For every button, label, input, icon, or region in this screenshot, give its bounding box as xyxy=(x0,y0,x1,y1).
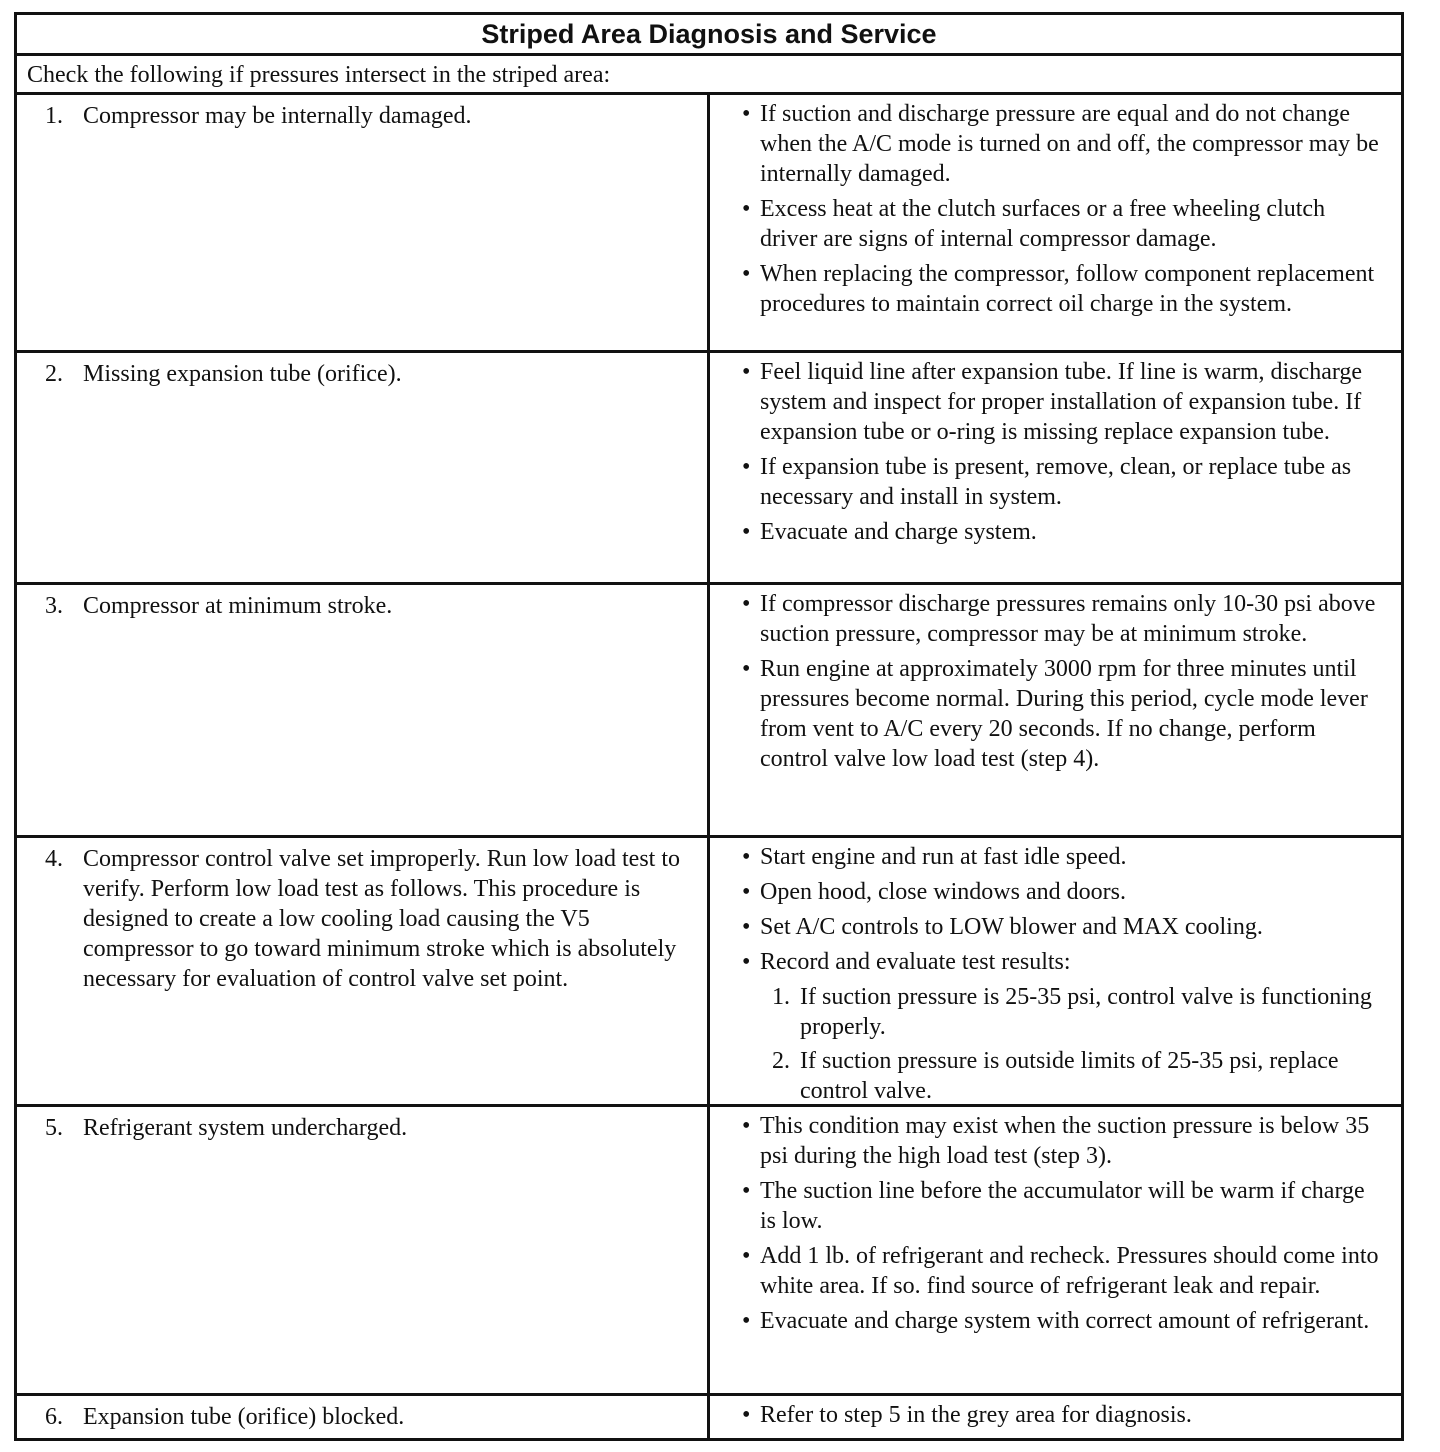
sub-text: If suction pressure is outside limits of 25-35 psi, replace control valve. xyxy=(800,1048,1339,1104)
list-item xyxy=(742,877,1383,907)
cause-cell xyxy=(17,585,710,835)
table-intro: Check the following if pressures intersect in the striped area: xyxy=(17,56,1401,95)
table-row xyxy=(17,1396,1401,1438)
list-item xyxy=(742,517,1383,547)
row-number: 2. xyxy=(45,361,63,387)
service-cell xyxy=(710,838,1401,1104)
table-row xyxy=(17,585,1401,838)
list-item xyxy=(742,589,1383,649)
bullet-icon: • xyxy=(742,591,751,617)
cause-text: Compressor may be internally damaged. xyxy=(83,103,472,129)
sub-item xyxy=(772,1046,1383,1106)
bullet-text: Refer to step 5 in the grey area for diagnosis. xyxy=(760,1402,1192,1428)
cause-text: Expansion tube (orifice) blocked. xyxy=(83,1404,405,1430)
bullet-text: This condition may exist when the suction pressure is below 35 psi during the high load test (step 3). xyxy=(760,1113,1370,1169)
cause-cell xyxy=(17,95,710,350)
bullet-icon: • xyxy=(742,656,751,682)
sub-number: 1. xyxy=(772,984,790,1010)
bullet-text: Evacuate and charge system with correct amount of refrigerant. xyxy=(760,1308,1370,1334)
list-item xyxy=(742,452,1383,512)
cause-cell xyxy=(17,1107,710,1393)
sub-text: If suction pressure is 25-35 psi, control valve is functioning properly. xyxy=(800,984,1372,1040)
bullet-text: The suction line before the accumulator will be warm if charge is low. xyxy=(760,1178,1365,1234)
sub-number: 2. xyxy=(772,1048,790,1074)
bullet-text: Evacuate and charge system. xyxy=(760,519,1037,545)
list-item xyxy=(742,1111,1383,1171)
bullet-text: If compressor discharge pressures remains only 10-30 psi above suction pressure, compressor may be at minimum stroke. xyxy=(760,591,1376,647)
table-row xyxy=(17,1107,1401,1396)
bullet-icon: • xyxy=(742,519,751,545)
list-item xyxy=(742,842,1383,872)
list-item xyxy=(742,654,1383,774)
cause-text: Refrigerant system undercharged. xyxy=(83,1115,408,1141)
bullet-text: Excess heat at the clutch surfaces or a free wheeling clutch driver are signs of internal compressor damage. xyxy=(760,196,1326,252)
bullet-icon: • xyxy=(742,261,751,287)
list-item xyxy=(742,947,1383,977)
bullet-icon: • xyxy=(742,359,751,385)
cause-text: Compressor control valve set improperly. Run low load test to verify. Perform low load test as follows. This procedure is designed to create a low cooling load causing the V5 compressor to go toward minimum stroke which is absolutely necessary for evaluation of control valve set point. xyxy=(83,846,681,992)
table-title: Striped Area Diagnosis and Service xyxy=(17,15,1401,56)
bullet-text: Add 1 lb. of refrigerant and recheck. Pressures should come into white area. If so. find source of refrigerant leak and repair. xyxy=(760,1243,1379,1299)
bullet-text: Set A/C controls to LOW blower and MAX cooling. xyxy=(760,914,1263,940)
list-item xyxy=(742,1400,1383,1430)
cause-cell xyxy=(17,838,710,1104)
bullet-text: Run engine at approximately 3000 rpm for three minutes until pressures become normal. During this period, cycle mode lever from vent to A/C every 20 seconds. If no change, perform control valve low load test (step 4). xyxy=(760,656,1368,772)
service-cell xyxy=(710,1396,1401,1438)
table-row xyxy=(17,95,1401,353)
cause-cell xyxy=(17,353,710,582)
bullet-text: Start engine and run at fast idle speed. xyxy=(760,844,1127,870)
list-item xyxy=(742,194,1383,254)
bullet-icon: • xyxy=(742,454,751,480)
bullet-icon: • xyxy=(742,914,751,940)
list-item xyxy=(742,357,1383,447)
list-item xyxy=(742,912,1383,942)
list-item xyxy=(742,259,1383,319)
row-number: 3. xyxy=(45,593,63,619)
bullet-text: Open hood, close windows and doors. xyxy=(760,879,1126,905)
bullet-icon: • xyxy=(742,1243,751,1269)
bullet-icon: • xyxy=(742,1178,751,1204)
diagnosis-table xyxy=(14,12,1404,1441)
table-row xyxy=(17,838,1401,1107)
list-item xyxy=(742,1176,1383,1236)
bullet-text: If suction and discharge pressure are equal and do not change when the A/C mode is turned on and off, the compressor may be internally damaged. xyxy=(760,101,1379,187)
bullet-icon: • xyxy=(742,196,751,222)
bullet-icon: • xyxy=(742,1402,751,1428)
row-number: 5. xyxy=(45,1115,63,1141)
row-number: 6. xyxy=(45,1404,63,1430)
bullet-icon: • xyxy=(742,1113,751,1139)
service-cell xyxy=(710,353,1401,582)
service-cell xyxy=(710,1107,1401,1393)
service-cell xyxy=(710,585,1401,835)
cause-text: Compressor at minimum stroke. xyxy=(83,593,393,619)
bullet-text: Record and evaluate test results: xyxy=(760,949,1071,975)
cause-cell xyxy=(17,1396,710,1438)
bullet-icon: • xyxy=(742,949,751,975)
bullet-text: When replacing the compressor, follow component replacement procedures to maintain correct oil charge in the system. xyxy=(760,261,1375,317)
bullet-icon: • xyxy=(742,101,751,127)
cause-text: Missing expansion tube (orifice). xyxy=(83,361,402,387)
sub-item xyxy=(772,982,1383,1042)
row-number: 1. xyxy=(45,103,63,129)
list-item xyxy=(742,99,1383,189)
row-number: 4. xyxy=(45,846,63,872)
service-cell xyxy=(710,95,1401,350)
list-item xyxy=(742,1306,1383,1336)
list-item xyxy=(742,1241,1383,1301)
bullet-text: If expansion tube is present, remove, clean, or replace tube as necessary and install in system. xyxy=(760,454,1352,510)
table-row xyxy=(17,353,1401,585)
bullet-icon: • xyxy=(742,879,751,905)
bullet-text: Feel liquid line after expansion tube. If line is warm, discharge system and inspect for proper installation of expansion tube. If expansion tube or o-ring is missing replace expansion tube. xyxy=(760,359,1363,445)
bullet-icon: • xyxy=(742,844,751,870)
bullet-icon: • xyxy=(742,1308,751,1334)
